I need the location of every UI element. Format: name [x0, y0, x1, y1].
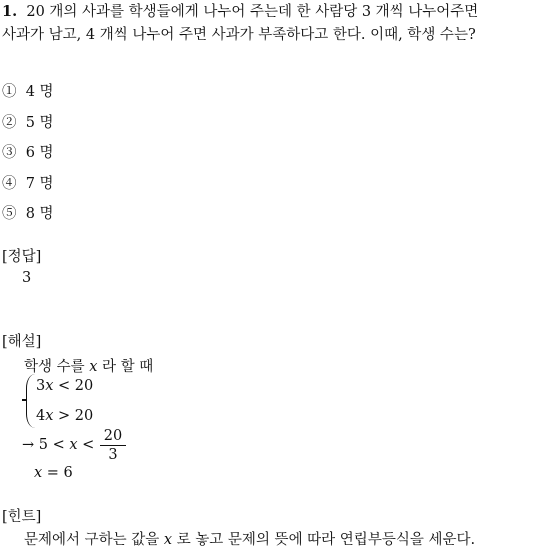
explanation-label: [해설] [2, 334, 42, 350]
system-brace-tip [22, 399, 27, 401]
answer-value: 3 [22, 270, 32, 286]
choice-text: 6 명 [25, 145, 54, 161]
fraction-20-over-3 [100, 428, 126, 465]
result-expression: x = 6 [34, 465, 73, 481]
question-text-2: 사과가 남고, 4 개씩 나누어 주면 사과가 부족하다고 한다. 이때, 학생 수는? [2, 27, 476, 43]
choice-1[interactable] [2, 80, 54, 101]
range-expression: → 5 < x < [22, 437, 95, 453]
choice-text: 4 명 [25, 84, 54, 100]
question-text-1: 20 개의 사과를 학생들에게 나누어 주는데 한 사람당 3 개씩 나누어주면 [26, 4, 479, 20]
answer-label: [정답] [2, 249, 42, 265]
choice-5[interactable] [2, 202, 54, 223]
variable-x: x [163, 532, 173, 548]
choice-marker: ④ [2, 176, 17, 192]
inequality-2: 4x > 20 [36, 408, 94, 424]
choice-marker: ③ [2, 145, 17, 161]
fraction-numerator: 20 [100, 428, 126, 446]
question-number: 1. [2, 3, 18, 20]
choice-marker: ⑤ [2, 206, 17, 222]
choice-text: 8 명 [25, 206, 54, 222]
inequality-1: 3x < 20 [36, 378, 94, 394]
hint-label: [힌트] [2, 509, 42, 525]
variable-x: x [89, 359, 98, 375]
hint-text: 문제에서 구하는 값을 x 로 놓고 문제의 뜻에 따라 연립부등식을 세운다. [24, 532, 476, 548]
choice-marker: ① [2, 84, 17, 100]
fraction-denominator: 3 [108, 447, 118, 463]
choice-2[interactable] [2, 111, 54, 132]
choice-marker: ② [2, 115, 17, 131]
choice-text: 7 명 [25, 176, 54, 192]
explanation-intro: 학생 수를 x 라 할 때 [24, 359, 154, 375]
choice-text: 5 명 [25, 115, 54, 131]
choice-3[interactable] [2, 141, 54, 162]
question-line-1 [2, 0, 478, 21]
choice-4[interactable] [2, 172, 54, 193]
